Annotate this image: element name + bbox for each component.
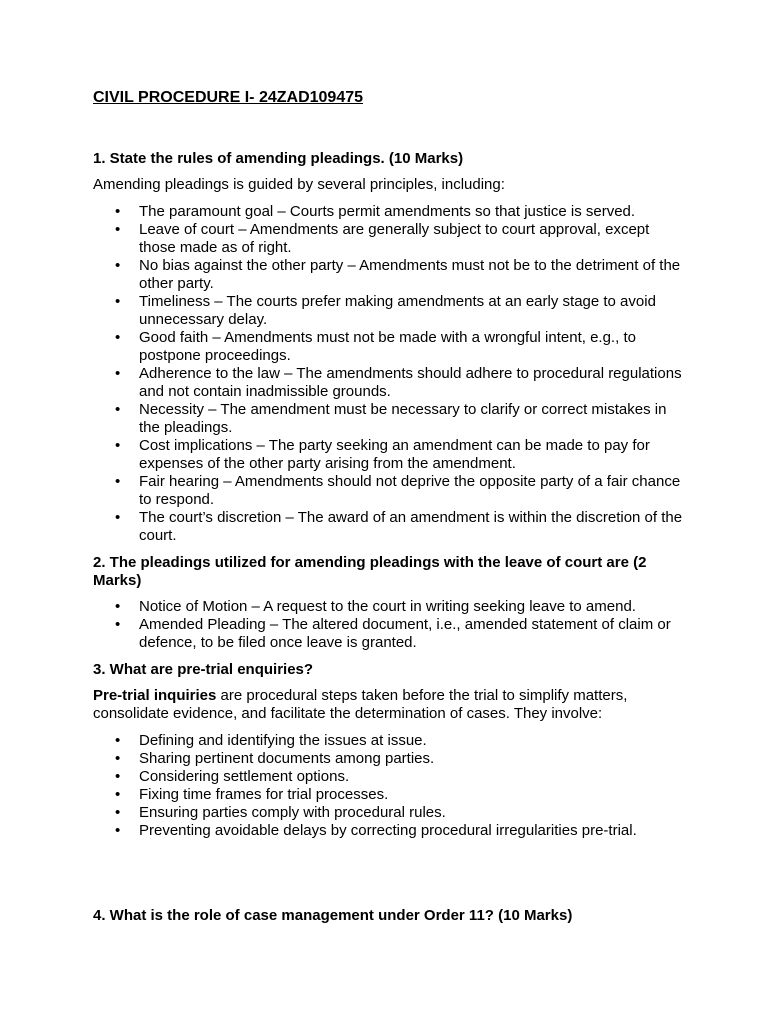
question-3-intro-text: are procedural steps taken before the trial to simplify matters, consolidate evidence, and facilitate the determination of cases. They involve: [93, 687, 628, 722]
list-item [93, 203, 683, 221]
list-item-text: Fixing time frames for trial processes. [139, 786, 389, 803]
list-item [93, 732, 683, 750]
question-2-heading: 2. The pleadings utilized for amending pleadings with the leave of court are (2 Marks) [93, 554, 647, 589]
bullet-icon: • [115, 365, 121, 382]
list-item [93, 768, 683, 786]
list-item [93, 804, 683, 822]
list-item-text: Cost implications – The party seeking an amendment can be made to pay for expenses of the other party arising from the amendment. [139, 437, 650, 472]
list-item-text: Sharing pertinent documents among parties. [139, 750, 435, 767]
bullet-icon: • [115, 257, 121, 274]
bullet-icon: • [115, 616, 121, 633]
bullet-icon: • [115, 598, 121, 615]
list-item [93, 365, 683, 401]
bullet-icon: • [115, 293, 121, 310]
section-spacer [93, 849, 683, 907]
question-2-list [93, 598, 683, 652]
question-1-list [93, 203, 683, 545]
bullet-icon: • [115, 804, 121, 821]
list-item-text: Amended Pleading – The altered document, i.e., amended statement of claim or defence, to be filed once leave is granted. [139, 616, 671, 651]
list-item-text: The court’s discretion – The award of an amendment is within the discretion of the court. [139, 509, 683, 544]
list-item-text: Ensuring parties comply with procedural rules. [139, 804, 446, 821]
list-item-text: Leave of court – Amendments are generally subject to court approval, except those made as of right. [139, 221, 650, 256]
bullet-icon: • [115, 822, 121, 839]
list-item [93, 750, 683, 768]
question-1-heading: 1. State the rules of amending pleadings. (10 Marks) [93, 150, 464, 167]
list-item [93, 822, 683, 840]
list-item-text: Considering settlement options. [139, 768, 350, 785]
list-item-text: Notice of Motion – A request to the court in writing seeking leave to amend. [139, 598, 636, 615]
list-item-text: Adherence to the law – The amendments should adhere to procedural regulations and not contain inadmissible grounds. [139, 365, 682, 400]
list-item [93, 437, 683, 473]
bullet-icon: • [115, 473, 121, 490]
question-4-heading: 4. What is the role of case management under Order 11? (10 Marks) [93, 907, 573, 924]
list-item-text: No bias against the other party – Amendments must not be to the detriment of the other party. [139, 257, 681, 292]
list-item [93, 616, 683, 652]
list-item [93, 293, 683, 329]
bullet-icon: • [115, 732, 121, 749]
list-item-text: Fair hearing – Amendments should not deprive the opposite party of a fair chance to respond. [139, 473, 681, 508]
document-body [93, 88, 683, 933]
list-item [93, 473, 683, 509]
bullet-icon: • [115, 329, 121, 346]
question-3-list [93, 732, 683, 840]
list-item [93, 786, 683, 804]
bullet-icon: • [115, 203, 121, 220]
question-3-intro [93, 687, 683, 723]
list-item-text: The paramount goal – Courts permit amendments so that justice is served. [139, 203, 636, 220]
list-item [93, 329, 683, 365]
pre-trial-inquiries-term: Pre-trial inquiries [93, 687, 217, 704]
bullet-icon: • [115, 221, 121, 238]
list-item [93, 401, 683, 437]
bullet-icon: • [115, 509, 121, 526]
list-item [93, 598, 683, 616]
bullet-icon: • [115, 750, 121, 767]
question-1-intro: Amending pleadings is guided by several principles, including: [93, 176, 505, 193]
list-item [93, 257, 683, 293]
bullet-icon: • [115, 437, 121, 454]
list-item [93, 509, 683, 545]
bullet-icon: • [115, 768, 121, 785]
list-item-text: Preventing avoidable delays by correcting procedural irregularities pre-trial. [139, 822, 637, 839]
list-item [93, 221, 683, 257]
bullet-icon: • [115, 786, 121, 803]
list-item-text: Defining and identifying the issues at issue. [139, 732, 427, 749]
list-item-text: Good faith – Amendments must not be made with a wrongful intent, e.g., to postpone proceedings. [139, 329, 636, 364]
document-title: CIVIL PROCEDURE I- 24ZAD109475 [93, 89, 364, 106]
list-item-text: Necessity – The amendment must be necessary to clarify or correct mistakes in the pleadings. [139, 401, 667, 436]
list-item-text: Timeliness – The courts prefer making amendments at an early stage to avoid unnecessary delay. [139, 293, 656, 328]
question-3-heading: 3. What are pre-trial enquiries? [93, 661, 314, 678]
bullet-icon: • [115, 401, 121, 418]
